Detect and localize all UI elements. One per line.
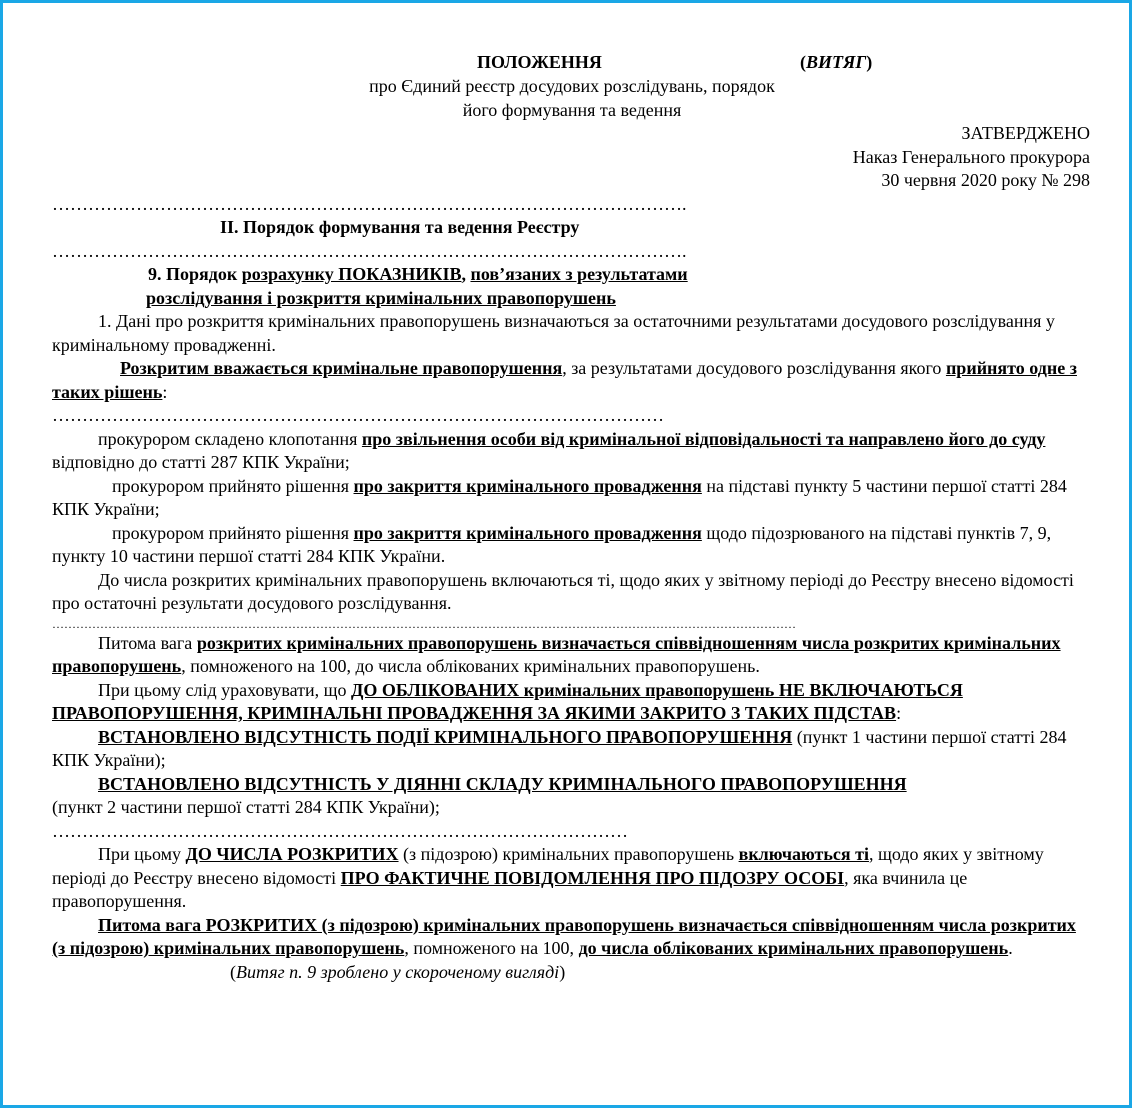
- paragraph-7: Питома вага РОЗКРИТИХ (з підозрою) кримінальних правопорушень визначається співвідношенням числа розкритих (з підозрою) кримінальних правопорушень, помноженого на 100, до числа облікованих кримінальних правопорушень.: [52, 914, 1076, 958]
- paragraph-3: До числа розкритих кримінальних правопорушень включаються ті, щодо яких у звітному періоді до Реєстру внесено відомості про остаточні результати досудового розслідування.: [52, 569, 1074, 613]
- section-title: ІІ. Порядок формування та ведення Реєстру: [220, 217, 580, 237]
- heading-9-line-1: 9. Порядок розрахунку ПОКАЗНИКІВ, пов’язаних з результатами: [148, 264, 688, 284]
- heading-9-line-2: розслідування і розкриття кримінальних правопорушень: [146, 287, 616, 308]
- ellipsis-divider-small: ……………………………………………………………………………………………………………………………………………………………………: [52, 616, 796, 631]
- paragraph-5: При цьому слід ураховувати, що ДО ОБЛІКОВАНИХ кримінальних правопорушень НЕ ВКЛЮЧАЮТЬСЯ ПРАВОПОРУШЕННЯ, КРИМІНАЛЬНІ ПРОВАДЖЕННЯ ЗА ЯКИМИ ЗАКРИТО З ТАКИХ ПІДСТАВ:: [52, 679, 963, 723]
- extract-open: (: [800, 52, 806, 72]
- paragraph-4: Питома вага розкритих кримінальних правопорушень визначається співвідношенням числа розкритих кримінальних правопорушень, помноженого на 100, до числа облікованих кримінальних правопорушень.: [52, 632, 1061, 676]
- approval-line-3: 30 червня 2020 року № 298: [881, 170, 1090, 190]
- subtitle-line-1: про Єдиний реєстр досудових розслідувань, порядок: [369, 76, 775, 96]
- paragraph-1: 1. Дані про розкриття кримінальних правопорушень визначаються за остаточними результатами досудового розслідування у кримінальному провадженні.: [52, 311, 1055, 355]
- list-item-2: прокурором прийнято рішення про закриття кримінального провадження на підставі пункту 5 частини першої статті 284 КПК України;: [52, 475, 1067, 519]
- paragraph-2: Розкритим вважається кримінальне правопорушення, за результатами досудового розслідування якого прийнято одне з таких рішень:: [52, 358, 1077, 402]
- extract-note: (Витяг п. 9 зроблено у скороченому вигляді): [230, 961, 566, 982]
- ellipsis-divider-2: …………………………………………………………………………………………….: [52, 240, 687, 261]
- subtitle-line-2: його формування та ведення: [462, 99, 682, 120]
- list-item-5-ref: (пункт 2 частини першої статті 284 КПК України);: [52, 797, 440, 817]
- ellipsis-divider-3: …………………………………………………………………………………………: [52, 405, 664, 425]
- ellipsis-divider-1: …………………………………………………………………………………………….: [52, 193, 687, 214]
- document-body: [52, 51, 1092, 984]
- title-row: [52, 51, 1092, 75]
- extract-close: ): [866, 52, 873, 72]
- list-item-5: ВСТАНОВЛЕНО ВІДСУТНІСТЬ У ДІЯННІ СКЛАДУ КРИМІНАЛЬНОГО ПРАВОПОРУШЕННЯ: [98, 773, 907, 794]
- ellipsis-divider-4: ……………………………………………………………………………………: [52, 820, 628, 841]
- document-title: ПОЛОЖЕННЯ: [477, 52, 602, 72]
- approval-line-1: ЗАТВЕРДЖЕНО: [961, 123, 1090, 143]
- list-item-4: ВСТАНОВЛЕНО ВІДСУТНІСТЬ ПОДІЇ КРИМІНАЛЬНОГО ПРАВОПОРУШЕННЯ (пункт 1 частини першої статті 284 КПК України);: [52, 726, 1067, 770]
- extract-label: [800, 51, 872, 75]
- list-item-3: прокурором прийнято рішення про закриття кримінального провадження щодо підозрюваного на підставі пунктів 7, 9, пункту 10 частини першої статті 284 КПК України.: [52, 522, 1052, 566]
- approval-line-2: Наказ Генерального прокурора: [852, 146, 1090, 167]
- paragraph-6: При цьому ДО ЧИСЛА РОЗКРИТИХ (з підозрою) кримінальних правопорушень включаються ті, щодо яких у звітному періоді до Реєстру внесено відомості ПРО ФАКТИЧНЕ ПОВІДОМЛЕННЯ ПРО ПІДОЗРУ ОСОБІ, яка вчинила це правопорушення.: [52, 844, 1044, 911]
- extract-word: ВИТЯГ: [806, 52, 867, 72]
- list-item-1: прокурором складено клопотання про звільнення особи від кримінальної відповідальності та направлено його до суду відповідно до статті 287 КПК України;: [52, 428, 1046, 472]
